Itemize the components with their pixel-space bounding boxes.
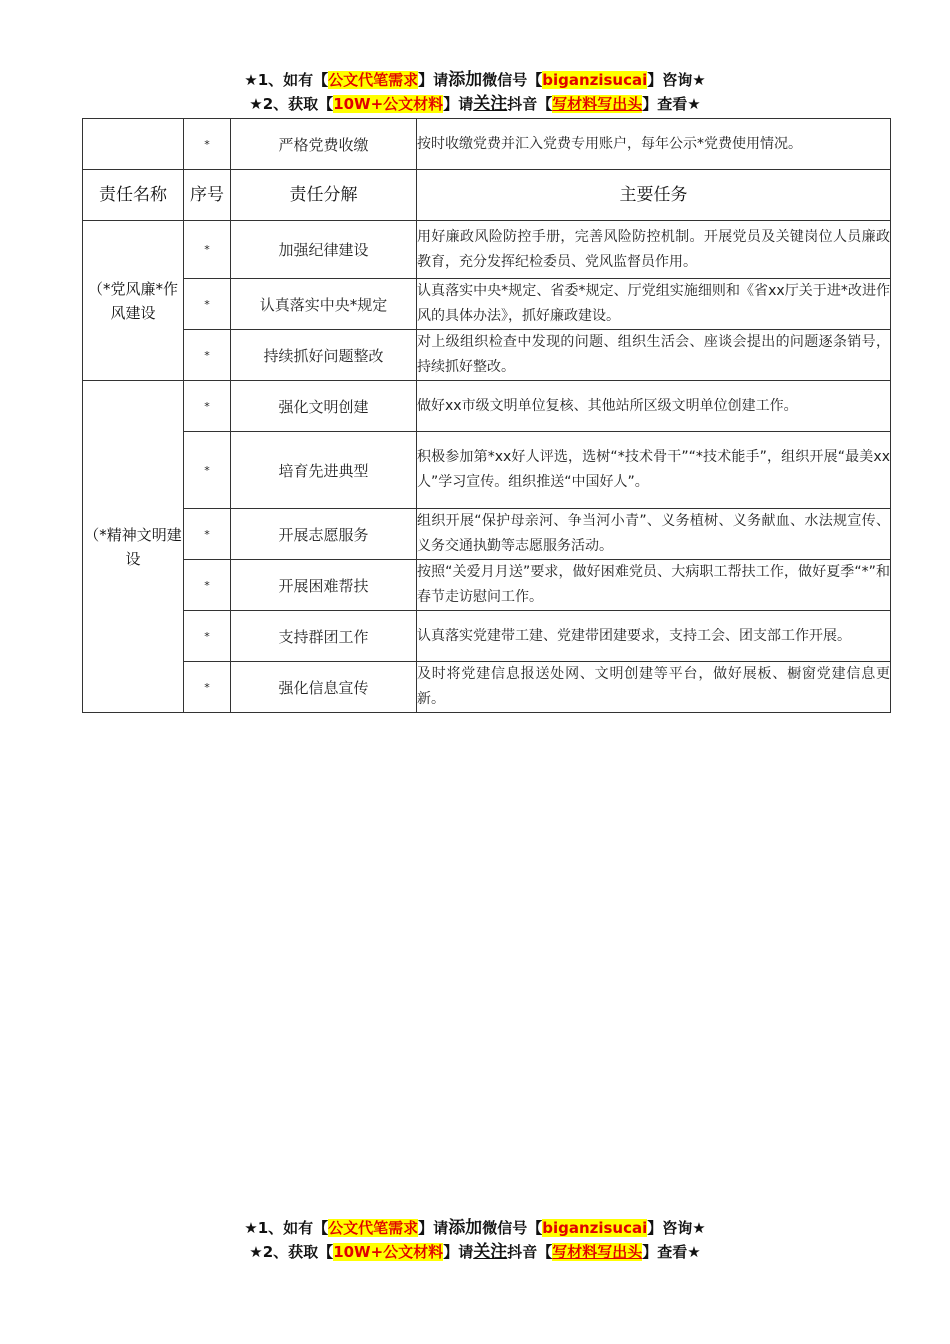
banner-wechat-id: biganzisucai — [542, 71, 648, 89]
task-cell: 组织开展“保护母亲河、争当河小青”、义务植树、义务献血、水法规宣传、义务交通执勤等志愿服务活动。 — [417, 509, 891, 560]
task-cell: 做好xx市级文明单位复核、其他站所区级文明单位创建工作。 — [417, 381, 891, 432]
sequence-cell: * — [184, 432, 231, 509]
decomposition-cell: 强化信息宣传 — [231, 662, 417, 713]
decomposition-cell: 支持群团工作 — [231, 611, 417, 662]
footer-banner — [0, 1216, 950, 1264]
header-name: 责任名称 — [83, 170, 184, 221]
banner-text: 抖音【 — [507, 1243, 553, 1261]
decomposition-cell: 开展困难帮扶 — [231, 560, 417, 611]
sequence-cell: * — [184, 221, 231, 279]
banner-emphasis: 添加 — [448, 70, 483, 90]
table-row — [83, 330, 891, 381]
responsibility-table — [82, 118, 891, 713]
decomposition-cell: 培育先进典型 — [231, 432, 417, 509]
banner-text: 】查看★ — [642, 95, 701, 113]
banner-wechat-id: biganzisucai — [542, 1219, 648, 1237]
task-cell: 积极参加第*xx好人评选，选树“*技术骨干”“*技术能手”，组织开展“最美xx人”学习宣传。组织推送“中国好人”。 — [417, 432, 891, 509]
task-cell: 对上级组织检查中发现的问题、组织生活会、座谈会提出的问题逐条销号，持续抓好整改。 — [417, 330, 891, 381]
task-cell: 按时收缴党费并汇入党费专用账户，每年公示*党费使用情况。 — [417, 119, 891, 170]
banner-highlight: 10W+公文材料 — [333, 95, 444, 113]
sequence-cell: * — [184, 509, 231, 560]
table-row — [83, 509, 891, 560]
table-row — [83, 611, 891, 662]
sequence-cell: * — [184, 662, 231, 713]
table-row — [83, 662, 891, 713]
banner-text: 抖音【 — [507, 95, 553, 113]
header-seq — [184, 170, 231, 221]
table-row — [83, 560, 891, 611]
banner-text: 微信号【 — [482, 71, 543, 89]
banner-emphasis: 关注 — [473, 94, 508, 114]
banner-line-2 — [0, 1240, 950, 1264]
banner-text: 】请 — [418, 1219, 449, 1237]
sequence-cell: * — [184, 330, 231, 381]
table-row — [83, 279, 891, 330]
banner-text: 】请 — [443, 1243, 474, 1261]
banner-text: 微信号【 — [482, 1219, 543, 1237]
sequence-cell: * — [184, 279, 231, 330]
banner-emphasis: 关注 — [473, 1242, 508, 1262]
decomposition-cell: 认真落实中央*规定 — [231, 279, 417, 330]
task-cell: 用好廉政风险防控手册，完善风险防控机制。开展党员及关键岗位人员廉政教育，充分发挥纪检委员、党风监督员作用。 — [417, 221, 891, 279]
banner-text: ★1、如有【 — [244, 71, 329, 89]
banner-highlight: 10W+公文材料 — [333, 1243, 444, 1261]
header-banner — [0, 68, 950, 116]
banner-highlight: 公文代笔需求 — [328, 1219, 419, 1237]
banner-text: ★1、如有【 — [244, 1219, 329, 1237]
banner-text: 】咨询★ — [647, 71, 706, 89]
banner-line-1 — [0, 68, 950, 92]
responsibility-name-cell: （*党风廉*作风建设 — [83, 221, 184, 381]
banner-text: ★2、获取【 — [249, 1243, 334, 1261]
header-task: 主要任务 — [417, 170, 891, 221]
decomposition-cell: 持续抓好问题整改 — [231, 330, 417, 381]
task-cell: 及时将党建信息报送处网、文明创建等平台，做好展板、橱窗党建信息更新。 — [417, 662, 891, 713]
banner-line-2 — [0, 92, 950, 116]
table-header-row — [83, 170, 891, 221]
task-cell: 认真落实中央*规定、省委*规定、厅党组实施细则和《省xx厅关于进*改进作风的具体办法》，抓好廉政建设。 — [417, 279, 891, 330]
header-seq-label: 序号 — [190, 185, 224, 205]
banner-highlight: 公文代笔需求 — [328, 71, 419, 89]
banner-text: 】请 — [418, 71, 449, 89]
decomposition-cell: 开展志愿服务 — [231, 509, 417, 560]
responsibility-name-cell — [83, 119, 184, 170]
banner-line-1 — [0, 1216, 950, 1240]
banner-text: 】查看★ — [642, 1243, 701, 1261]
banner-text: ★2、获取【 — [249, 95, 334, 113]
sequence-cell: * — [184, 560, 231, 611]
responsibility-name-cell: （*精神文明建设 — [83, 381, 184, 713]
table-row — [83, 221, 891, 279]
table-row — [83, 381, 891, 432]
banner-emphasis: 添加 — [448, 1218, 483, 1238]
table-row — [83, 119, 891, 170]
banner-douyin-id: 写材料写出头 — [552, 95, 643, 113]
sequence-cell: * — [184, 119, 231, 170]
header-decomposition: 责任分解 — [231, 170, 417, 221]
task-cell: 认真落实党建带工建、党建带团建要求，支持工会、团支部工作开展。 — [417, 611, 891, 662]
banner-douyin-id: 写材料写出头 — [552, 1243, 643, 1261]
banner-text: 】咨询★ — [647, 1219, 706, 1237]
banner-text: 】请 — [443, 95, 474, 113]
table-row — [83, 432, 891, 509]
task-cell: 按照“关爱月月送”要求，做好困难党员、大病职工帮扶工作，做好夏季“*”和春节走访慰问工作。 — [417, 560, 891, 611]
decomposition-cell: 加强纪律建设 — [231, 221, 417, 279]
sequence-cell: * — [184, 611, 231, 662]
decomposition-cell: 强化文明创建 — [231, 381, 417, 432]
sequence-cell: * — [184, 381, 231, 432]
decomposition-cell: 严格党费收缴 — [231, 119, 417, 170]
